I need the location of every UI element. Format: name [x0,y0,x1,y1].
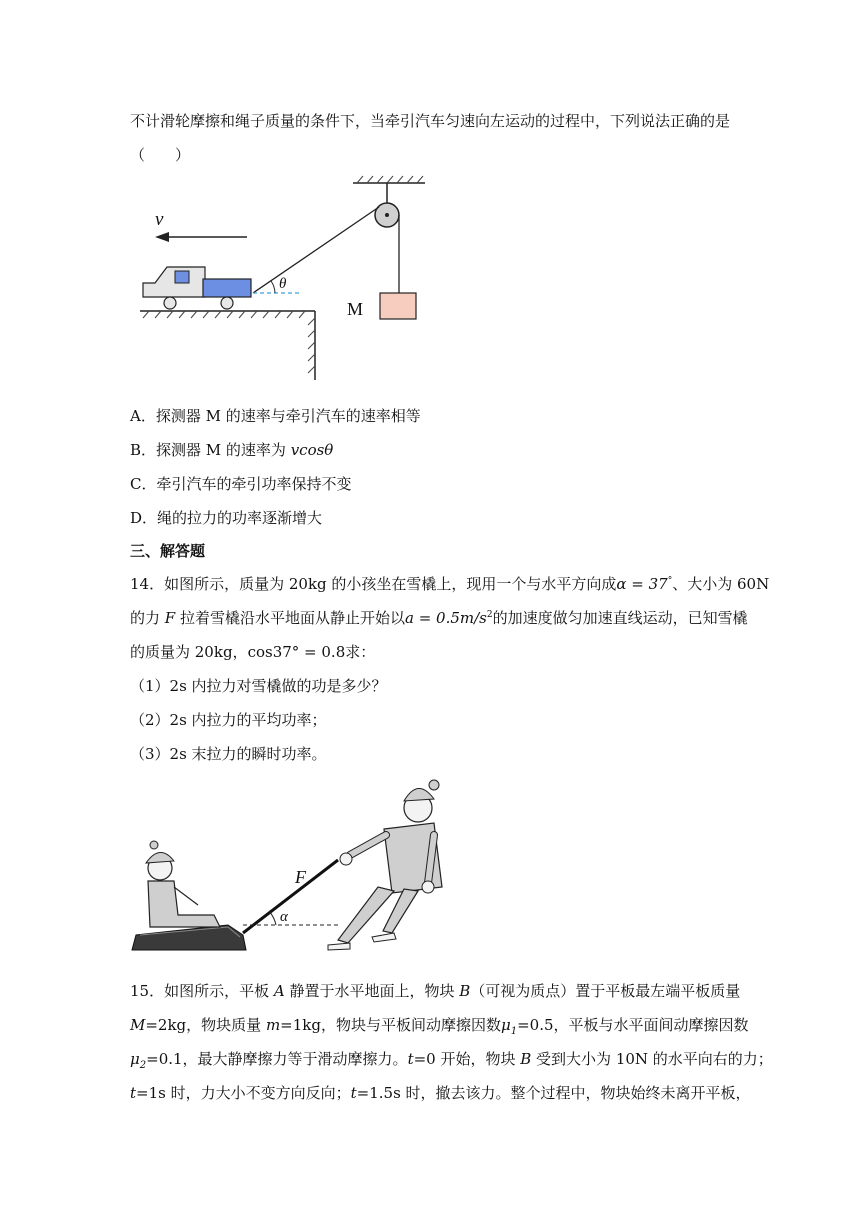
q13-option-b [130,439,333,460]
q14-alpha-eq: α = 37 [616,575,668,593]
q15-line2-b: =1kg，物块与平板间动摩擦因数 [280,1016,501,1034]
q15-line2-a: =2kg，物块质量 [145,1016,266,1034]
v-label: v [155,209,164,230]
q13-stem-line2: （ ） [130,146,191,164]
q14-deg: ° [667,576,673,586]
q15-t: t [407,1050,414,1068]
q14-sq: 2 [486,610,493,620]
q13-figure [135,175,435,385]
q14-line2 [130,607,748,628]
q15-line1-c: （可视为质点）置于平板最左端平板质量 [470,982,741,1000]
F-label: F [295,867,306,887]
q14-line1-b: 、大小为 60N [672,575,770,593]
q15-A: A [273,982,285,1000]
q15-t2: t [130,1084,137,1102]
q15-line2 [130,1014,749,1037]
q14-line3-a: 的质量为 20kg， [130,643,248,661]
q14-line2-b: 拉着雪橇沿水平地面从静止开始以 [175,609,405,627]
q15-M: M [130,1016,146,1034]
q14-line3-b: 求： [345,643,376,661]
q13-option-a: A．探测器 M 的速率与牵引汽车的速率相等 [130,407,421,425]
q14-sub3: （3）2s 末拉力的瞬时功率。 [130,745,327,763]
q15-line4 [130,1082,751,1103]
q13-stem-line1: 不计滑轮摩擦和绳子质量的条件下，当牵引汽车匀速向左运动的过程中，下列说法正确的是 [130,112,731,130]
q15-line4-b: =1.5s 时，撤去该力。整个过程中，物块始终未离开平板， [356,1084,751,1102]
q15-line1-a: 15．如图所示，平板 [130,982,274,1000]
m-label: M [347,299,364,319]
q14-line1 [130,573,769,594]
q15-line3-b: =0 开始，物块 [413,1050,521,1068]
tow-handle [243,860,338,933]
q15-t3: t [350,1084,357,1102]
q15-line3-a: =0.1，最大静摩擦力等于滑动摩擦力。 [146,1050,408,1068]
alpha-label: α [280,909,288,925]
q15-line4-a: =1s 时，力大小不变方向反向； [136,1084,351,1102]
q15-line2-c: =0.5，平板与水平面间动摩擦因数 [517,1016,749,1034]
q15-mu2: μ [130,1050,140,1068]
q15-m: m [265,1016,281,1034]
truck-bed [203,279,251,297]
q14-line1-a: 14．如图所示，质量为 20kg 的小孩坐在雪橇上，现用一个与水平方向成 [130,575,617,593]
q14-figure [128,775,448,955]
q14-F: F [164,609,176,627]
q14-cos: cos37° = 0.8 [247,643,346,661]
q14-line2-a: 的力 [130,609,165,627]
q13-option-d: D．绳的拉力的功率逐渐增大 [130,509,323,527]
q14-sub2: （2）2s 内拉力的平均功率； [130,711,327,729]
q14-sub1: （1）2s 内拉力对雪橇做的功是多少？ [130,677,387,695]
truck-cab [143,267,205,297]
q15-mu1-sub: 1 [510,1026,518,1037]
sled [132,925,246,950]
q14-line3 [130,641,375,662]
q13-option-c: C．牵引汽车的牵引功率保持不变 [130,475,352,493]
q15-line1-b: 静置于水平地面上，物块 [284,982,460,1000]
q15-line3 [130,1048,773,1071]
block-m [380,293,416,319]
q15-mu2-sub: 2 [139,1060,147,1071]
section-title: 三、解答题 [130,542,206,560]
q14-line2-c: 的加速度做匀加速直线运动，已知雪橇 [492,609,748,627]
q14-accel: a = 0.5m/s [404,609,487,627]
q15-B2: B [520,1050,532,1068]
q15-B: B [459,982,471,1000]
q15-line1 [130,980,740,1001]
q13-option-b-prefix: B．探测器 M 的速率为 [130,441,291,459]
q15-line3-c: 受到大小为 10N 的水平向右的力； [531,1050,773,1068]
theta-label: θ [279,276,287,292]
q15-mu1: μ [500,1016,511,1034]
q13-option-b-math: vcosθ [290,441,334,459]
